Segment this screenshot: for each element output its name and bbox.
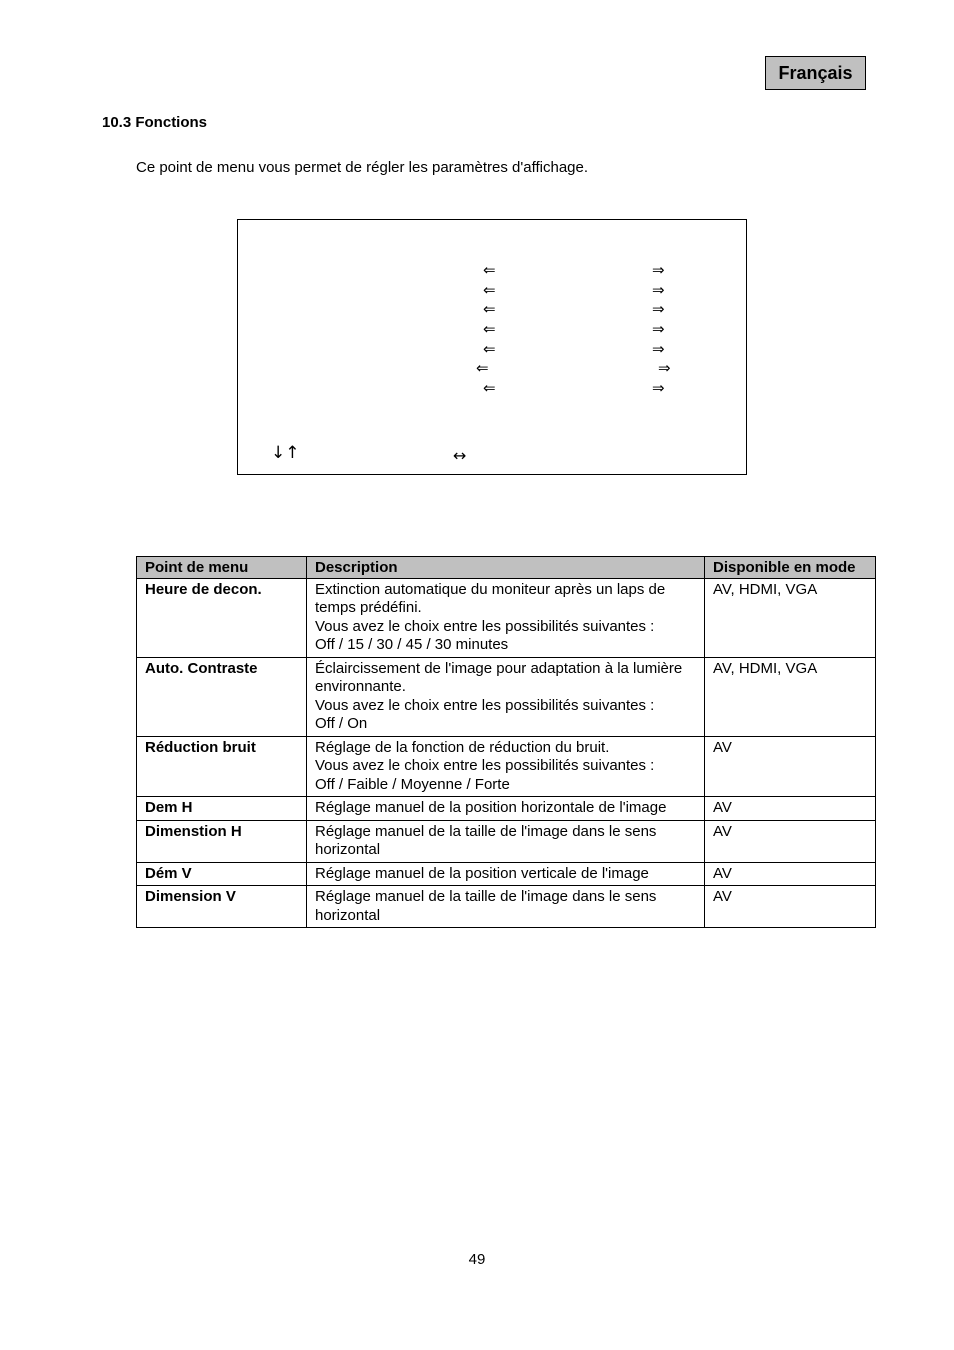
menu-item-description: Réglage manuel de la taille de l'image dans le sens horizontal	[307, 886, 705, 928]
table-row	[137, 578, 876, 657]
column-header: Description	[307, 557, 705, 579]
right-arrow-icon: ⇒	[652, 281, 665, 299]
menu-item-name: Dimension V	[137, 886, 307, 928]
menu-item-name: Dimenstion H	[137, 820, 307, 862]
right-arrow-icon: ⇒	[652, 379, 665, 397]
left-arrow-icon: ⇐	[483, 320, 496, 338]
menu-item-mode: AV	[705, 736, 876, 797]
language-badge	[765, 56, 866, 90]
right-arrow-icon: ⇒	[658, 359, 671, 377]
menu-item-name: Réduction bruit	[137, 736, 307, 797]
menu-item-mode: AV, HDMI, VGA	[705, 657, 876, 736]
left-arrow-icon: ⇐	[483, 281, 496, 299]
section-title: 10.3 Fonctions	[102, 114, 208, 131]
right-arrow-icon: ⇒	[652, 340, 665, 358]
functions-table	[136, 556, 876, 928]
table-header-row	[137, 557, 876, 579]
menu-item-name: Heure de decon.	[137, 578, 307, 657]
left-arrow-icon: ⇐	[476, 359, 489, 377]
menu-item-description: Extinction automatique du moniteur après un laps de temps prédéfini. Vous avez le choix entre les possibilités suivantes : Off / 15 / 30 / 45 / 30 minutes	[307, 578, 705, 657]
intro-text: Ce point de menu vous permet de régler les paramètres d'affichage.	[136, 159, 589, 176]
menu-item-description: Éclaircissement de l'image pour adaptation à la lumière environnante. Vous avez le choix entre les possibilités suivantes : Off / On	[307, 657, 705, 736]
page-number: 49	[468, 1251, 486, 1268]
menu-item-name: Auto. Contraste	[137, 657, 307, 736]
menu-item-description: Réglage manuel de la position verticale de l'image	[307, 862, 705, 886]
menu-item-mode: AV	[705, 862, 876, 886]
menu-item-mode: AV	[705, 886, 876, 928]
left-arrow-icon: ⇐	[483, 340, 496, 358]
left-right-arrow-icon: ↔	[453, 446, 467, 465]
right-arrow-icon: ⇒	[652, 320, 665, 338]
table-row	[137, 657, 876, 736]
menu-item-description: Réglage de la fonction de réduction du bruit. Vous avez le choix entre les possibilités suivantes : Off / Faible / Moyenne / Forte	[307, 736, 705, 797]
left-arrow-icon: ⇐	[483, 261, 496, 279]
menu-item-description: Réglage manuel de la position horizontale de l'image	[307, 797, 705, 821]
up-down-arrows-icon: ↓↑	[271, 443, 300, 463]
column-header: Point de menu	[137, 557, 307, 579]
osd-menu-illustration	[237, 219, 747, 475]
language-badge-label: Français	[778, 62, 853, 83]
menu-item-name: Dem H	[137, 797, 307, 821]
left-arrow-icon: ⇐	[483, 379, 496, 397]
left-arrow-icon: ⇐	[483, 300, 496, 318]
right-arrow-icon: ⇒	[652, 261, 665, 279]
table-row	[137, 862, 876, 886]
menu-item-mode: AV, HDMI, VGA	[705, 578, 876, 657]
column-header: Disponible en mode	[705, 557, 876, 579]
table-row	[137, 886, 876, 928]
table-row	[137, 820, 876, 862]
right-arrow-icon: ⇒	[652, 300, 665, 318]
menu-item-mode: AV	[705, 820, 876, 862]
menu-item-mode: AV	[705, 797, 876, 821]
table-row	[137, 736, 876, 797]
table-row	[137, 797, 876, 821]
menu-item-description: Réglage manuel de la taille de l'image dans le sens horizontal	[307, 820, 705, 862]
menu-item-name: Dém V	[137, 862, 307, 886]
